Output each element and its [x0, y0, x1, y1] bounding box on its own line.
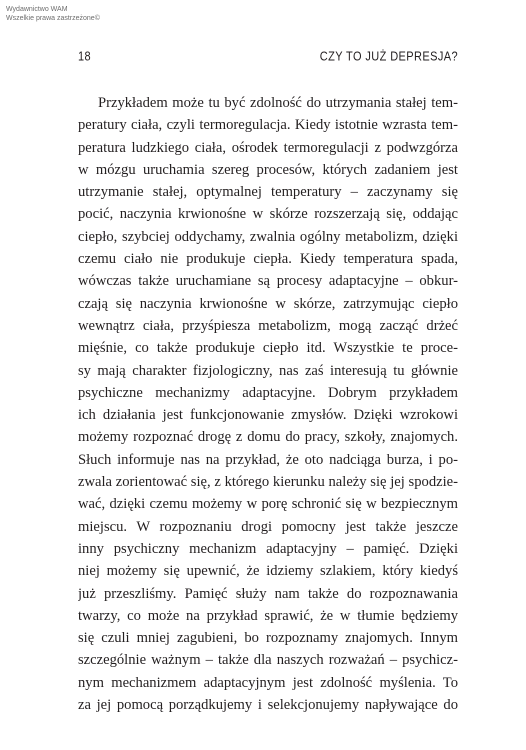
text-line: nym mechanizmem adaptacyjnym jest zdolność myślenia. To — [78, 674, 458, 691]
text-line: ciepło, szybciej oddychamy, zwalnia ogólny metabolizm, dzięki — [78, 228, 458, 245]
text-line: twarzy, co może na przykład sprawić, że w tłumie będziemy — [78, 607, 458, 624]
text-line: już przeszliśmy. Pamięć służy nam także do rozpoznawania — [78, 585, 458, 602]
text-line: zwala zorientować się, z którego kierunku należy się jej spodzie- — [78, 474, 458, 491]
chapter-title: CZY TO JUŻ DEPRESJA? — [319, 50, 458, 64]
text-line: w mózgu uruchamia szereg procesów, których zadaniem jest — [78, 161, 458, 178]
watermark-copyright: Wszelkie prawa zastrzeżone© — [6, 15, 100, 22]
text-line: wówczas także uruchamiane są procesy adaptacyjne – obkur- — [78, 273, 458, 290]
text-line: ich działania jest funkcjonowanie zmysłów. Dzięki wzrokowi — [78, 407, 458, 424]
text-line: peratura ludzkiego ciała, ośrodek termoregulacji z podwzgórza — [78, 139, 458, 156]
text-line: mięśnie, co także produkuje ciepło itd. Wszystkie te proce- — [78, 340, 458, 357]
watermark-publisher: Wydawnictwo WAM — [6, 6, 68, 13]
running-head — [78, 50, 458, 66]
text-line: niej możemy się upewnić, że idziemy szlakiem, który kiedyś — [78, 563, 458, 580]
text-line: czemu ciało nie produkuje ciepła. Kiedy temperatura spada, — [78, 251, 458, 268]
text-line: wać, dzięki czemu możemy w porę schronić się w bezpiecznym — [78, 496, 458, 513]
text-line: Przykładem może tu być zdolność do utrzymania stałej tem- — [98, 95, 458, 111]
text-line: peratury ciała, czyli termoregulacja. Kiedy istotnie wzrasta tem- — [78, 117, 458, 134]
text-line: psychiczne mechanizmy adaptacyjne. Dobrym przykładem — [78, 384, 458, 401]
text-line: Słuch informuje nas na przykład, że oto nadciąga burza, i po- — [78, 451, 458, 468]
text-line: inny psychiczny mechanizm adaptacyjny – pamięć. Dzięki — [78, 540, 458, 557]
text-line: się czuli mniej zagubieni, bo rozpoznamy znajomych. Innym — [78, 630, 458, 647]
body-paragraph — [78, 92, 458, 716]
text-line: miejscu. W rozpoznaniu drogi pomocny jest także jeszcze — [78, 518, 458, 535]
text-line: sy mają charakter fizjologiczny, nas zaś interesują tu głównie — [78, 362, 458, 379]
publisher-watermark — [6, 5, 100, 23]
text-line: czają się naczynia krwionośne w skórze, zatrzymując ciepło — [78, 295, 458, 312]
text-line: możemy rozpoznać drogę z domu do pracy, szkoły, znajomych. — [78, 429, 458, 446]
text-line: szczególnie ważnym – także dla naszych rozważań – psychicz- — [78, 652, 458, 669]
page-number: 18 — [78, 50, 92, 64]
text-line: utrzymanie stałej, optymalnej temperatury – zaczynamy się — [78, 184, 458, 201]
text-line: za jej pomocą porządkujemy i selekcjonujemy napływające do — [78, 697, 458, 714]
text-line: pocić, naczynia krwionośne w skórze rozszerzają się, oddając — [78, 206, 458, 223]
text-line: wewnątrz ciała, przyśpiesza metabolizm, mogą zacząć drżeć — [78, 317, 458, 334]
